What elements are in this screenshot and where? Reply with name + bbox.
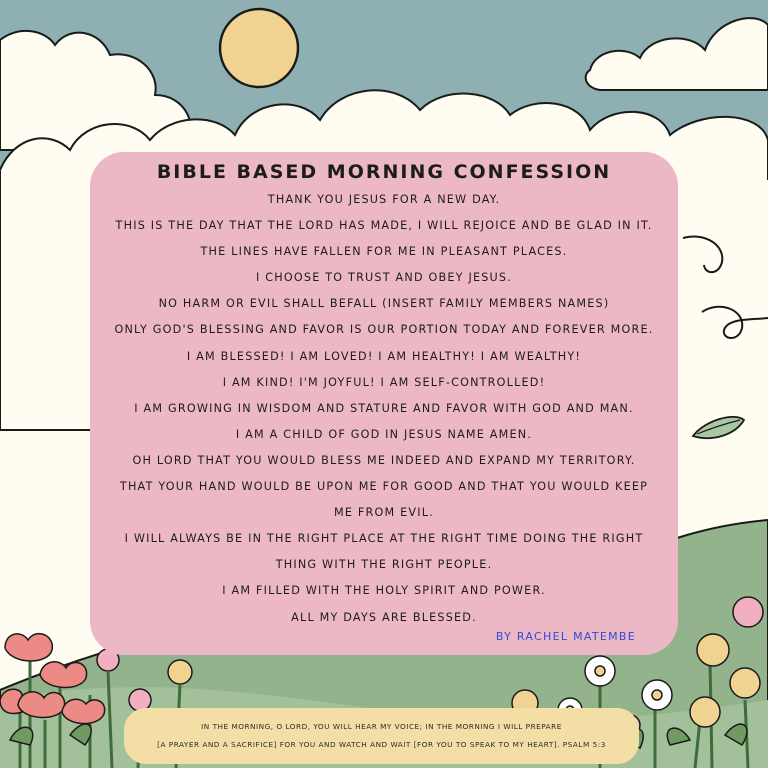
verse-line-2: [A PRAYER AND A SACRIFICE] FOR YOU AND WATCH AND WAIT [FOR YOU TO SPEAK TO MY HEART]. PSALM 5:3 bbox=[157, 740, 606, 749]
confession-list bbox=[90, 187, 678, 631]
confession-line: THE LINES HAVE FALLEN FOR ME IN PLEASANT PLACES. bbox=[200, 245, 568, 259]
confession-line: THAT YOUR HAND WOULD BE UPON ME FOR GOOD AND THAT YOU WOULD KEEP bbox=[119, 480, 649, 494]
confession-line: NO HARM OR EVIL SHALL BEFALL (INSERT FAMILY MEMBERS NAMES) bbox=[158, 297, 610, 311]
confession-line: I AM A CHILD OF GOD IN JESUS NAME AMEN. bbox=[235, 427, 533, 441]
confession-line: ONLY GOD'S BLESSING AND FAVOR IS OUR PORTION TODAY AND FOREVER MORE. bbox=[114, 323, 654, 337]
confession-line: I CHOOSE TO TRUST AND OBEY JESUS. bbox=[256, 271, 512, 285]
confession-line: I AM BLESSED! I AM LOVED! I AM HEALTHY! I AM WEALTHY! bbox=[186, 349, 582, 363]
confession-line: ALL MY DAYS ARE BLESSED. bbox=[291, 610, 477, 624]
confession-line: I AM GROWING IN WISDOM AND STATURE AND FAVOR WITH GOD AND MAN. bbox=[134, 401, 634, 415]
verse-line-1: IN THE MORNING, O LORD, YOU WILL HEAR MY VOICE; IN THE MORNING I WILL PREPARE bbox=[201, 722, 562, 731]
confession-line: I WILL ALWAYS BE IN THE RIGHT PLACE AT THE RIGHT TIME DOING THE RIGHT bbox=[124, 532, 644, 546]
confession-line: THANK YOU JESUS FOR A NEW DAY. bbox=[267, 193, 501, 206]
author-credit: BY RACHEL MATEMBE bbox=[495, 630, 636, 643]
confession-card bbox=[90, 152, 678, 655]
confession-line: I AM FILLED WITH THE HOLY SPIRIT AND POWER. bbox=[222, 584, 546, 598]
confession-line: ME FROM EVIL. bbox=[334, 506, 434, 520]
page-title: BIBLE BASED MORNING CONFESSION bbox=[156, 161, 612, 183]
confession-line: OH LORD THAT YOU WOULD BLESS ME INDEED AND EXPAND MY TERRITORY. bbox=[132, 453, 636, 467]
confession-line: THIS IS THE DAY THAT THE LORD HAS MADE, I WILL REJOICE AND BE GLAD IN IT. bbox=[115, 219, 653, 233]
confession-line: I AM KIND! I'M JOYFUL! I AM SELF-CONTROLLED! bbox=[222, 375, 546, 389]
confession-line: THING WITH THE RIGHT PEOPLE. bbox=[275, 558, 493, 572]
scripture-verse-box bbox=[124, 708, 639, 764]
sun-icon bbox=[220, 9, 298, 87]
